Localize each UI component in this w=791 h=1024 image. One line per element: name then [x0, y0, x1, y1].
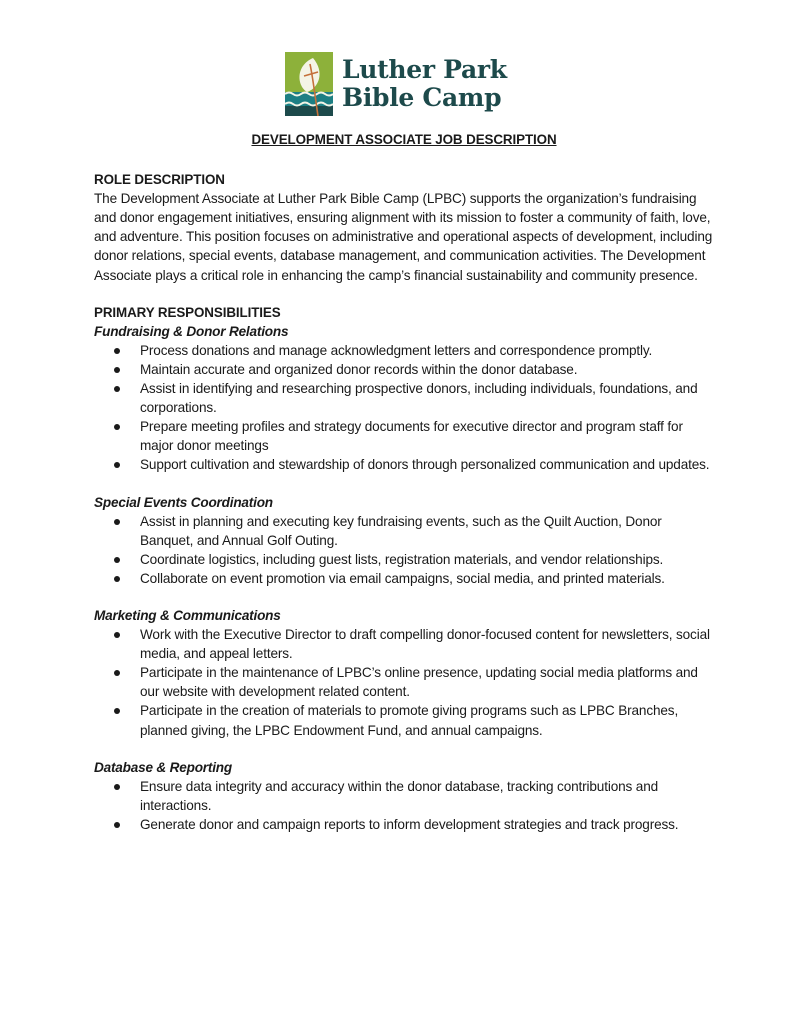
list-item-text: Generate donor and campaign reports to inform development strategies and track progress.	[140, 816, 679, 832]
bullet-list-marketing	[94, 625, 714, 740]
logo-line-2: Bible Camp	[342, 83, 502, 112]
list-item-text: Ensure data integrity and accuracy within the donor database, tracking contributions and interactions.	[140, 778, 659, 813]
list-item	[140, 625, 714, 663]
subheading-marketing-communications: Marketing & Communications	[94, 607, 281, 623]
bullet-icon	[114, 557, 120, 563]
list-item-text: Work with the Executive Director to draft compelling donor-focused content for newsletters, social media, and appeal letters.	[140, 627, 710, 662]
list-item-text: Support cultivation and stewardship of donors through personalized communication and updates.	[140, 457, 710, 473]
list-item	[140, 379, 714, 417]
primary-responsibilities-heading: PRIMARY RESPONSIBILITIES	[94, 304, 281, 320]
bullet-list-special-events	[94, 512, 714, 588]
bullet-icon	[114, 462, 120, 468]
list-item	[140, 512, 714, 550]
document-body	[94, 130, 714, 852]
list-item	[140, 569, 714, 588]
list-item-text: Coordinate logistics, including guest lists, registration materials, and vendor relationships.	[140, 551, 664, 567]
bullet-icon	[114, 632, 120, 638]
role-description-heading: ROLE DESCRIPTION	[94, 172, 225, 188]
bullet-icon	[114, 424, 120, 430]
bullet-icon	[114, 670, 120, 676]
subheading-fundraising-donor-relations: Fundraising & Donor Relations	[94, 323, 289, 339]
bullet-icon	[114, 708, 120, 714]
bullet-list-database	[94, 777, 714, 834]
document-title: DEVELOPMENT ASSOCIATE JOB DESCRIPTION	[251, 132, 557, 147]
bullet-icon	[114, 367, 120, 373]
list-item-text: Participate in the maintenance of LPBC’s online presence, updating social media platforms and our website with development related content.	[140, 665, 698, 700]
subheading-special-events: Special Events Coordination	[94, 494, 273, 510]
logo-line-1: Luther Park	[342, 55, 507, 84]
list-item	[140, 455, 714, 474]
bullet-icon	[114, 519, 120, 525]
bullet-icon	[114, 576, 120, 582]
logo-wordmark	[342, 56, 507, 112]
list-item-text: Assist in identifying and researching prospective donors, including individuals, foundations, and corporations.	[140, 381, 698, 416]
bullet-icon	[114, 784, 120, 790]
bullet-icon	[114, 386, 120, 392]
list-item-text: Assist in planning and executing key fundraising events, such as the Quilt Auction, Donor Banquet, and Annual Golf Outing.	[140, 513, 662, 548]
leaf-wave-logo-icon	[285, 52, 333, 116]
bullet-icon	[114, 348, 120, 354]
list-item	[140, 550, 714, 569]
list-item	[140, 777, 714, 815]
list-item-text: Maintain accurate and organized donor records within the donor database.	[140, 361, 578, 377]
list-item-text: Process donations and manage acknowledgment letters and correspondence promptly.	[140, 342, 653, 358]
bullet-list-fundraising	[94, 341, 714, 475]
list-item	[140, 701, 714, 739]
list-item-text: Collaborate on event promotion via email campaigns, social media, and printed materials.	[140, 570, 665, 586]
list-item	[140, 663, 714, 701]
list-item	[140, 360, 714, 379]
logo	[285, 52, 507, 116]
list-item-text: Prepare meeting profiles and strategy documents for executive director and program staff for major donor meetings	[140, 419, 683, 454]
role-description-text: The Development Associate at Luther Park Bible Camp (LPBC) supports the organization’s fundraising and donor engagement initiatives, ensuring alignment with its mission to foster a community of faith, love, and adventure. This position focuses on administrative and operational aspects of development, including donor relations, special events, database management, and communication activities. The Development Associate plays a critical role in enhancing the camp’s financial sustainability and community presence.	[94, 191, 713, 283]
list-item	[140, 815, 714, 834]
list-item-text: Participate in the creation of materials to promote giving programs such as LPBC Branches, planned giving, the LPBC Endowment Fund, and annual campaigns.	[140, 703, 679, 738]
list-item	[140, 341, 714, 360]
list-item	[140, 417, 714, 455]
subheading-database-reporting: Database & Reporting	[94, 759, 233, 775]
bullet-icon	[114, 822, 120, 828]
